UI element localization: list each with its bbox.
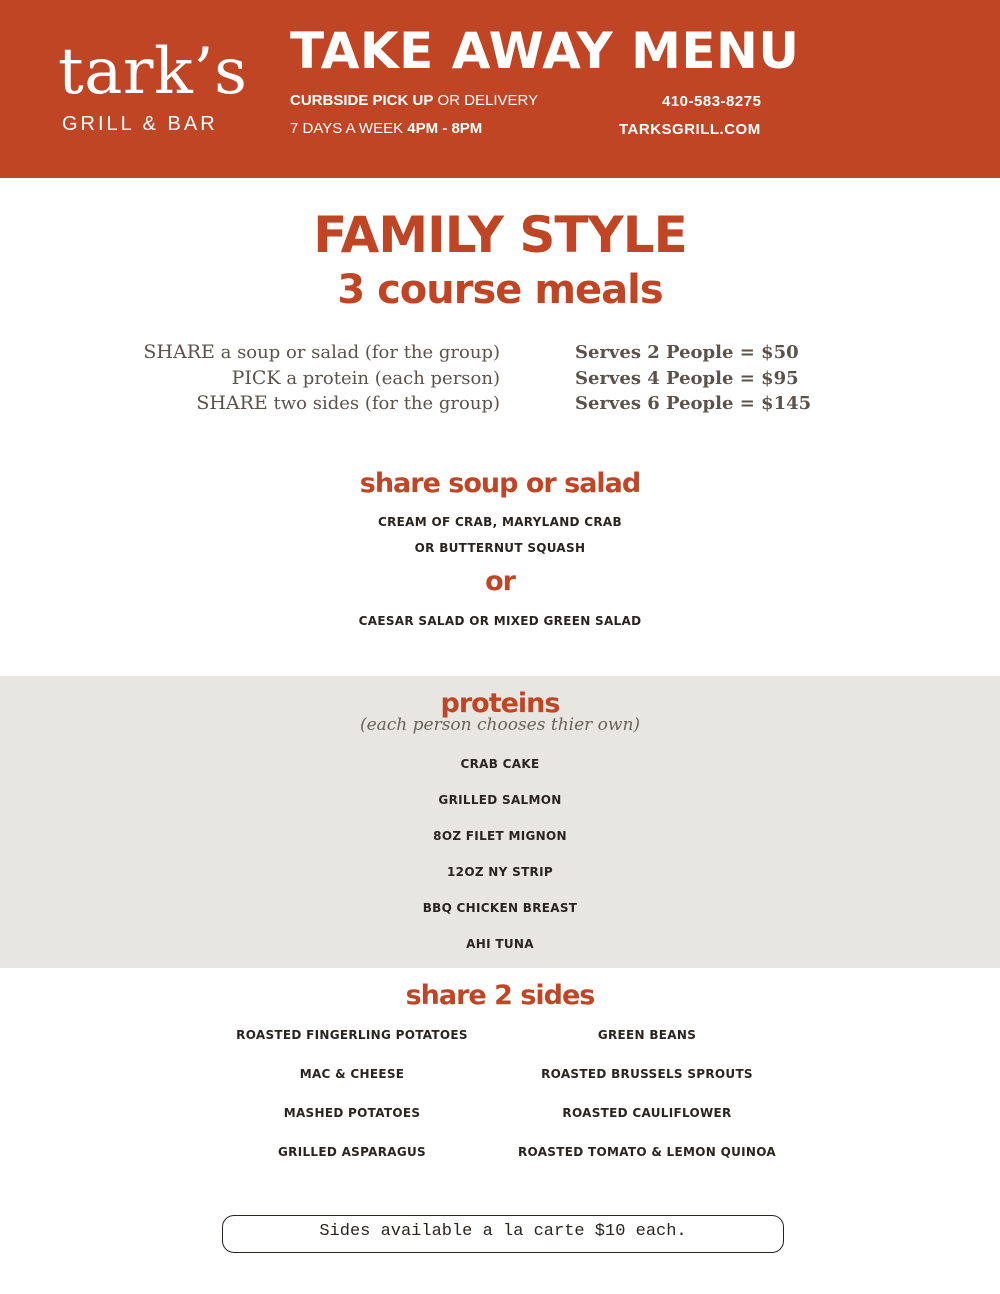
header-banner <box>0 0 1000 178</box>
side-item: MASHED POTATOES <box>283 1106 421 1120</box>
rule-rest: two sides (for the group) <box>267 393 500 414</box>
protein-item: AHI TUNA <box>466 937 534 951</box>
protein-item: GRILLED SALMON <box>438 793 562 807</box>
rule-item <box>143 366 500 392</box>
proteins-title: proteins <box>440 688 560 719</box>
protein-item: BBQ CHICKEN BREAST <box>422 901 578 915</box>
price-item: Serves 2 People = $50 <box>575 342 799 363</box>
service-rest: OR DELIVERY <box>433 92 539 109</box>
hours-line <box>290 121 482 136</box>
price-item: Serves 4 People = $95 <box>575 367 799 389</box>
rule-item <box>143 391 500 417</box>
soup-salad-title: share soup or salad <box>359 468 641 499</box>
protein-item: 12OZ NY STRIP <box>447 865 553 879</box>
menu-title: TAKE AWAY MENU <box>290 22 800 80</box>
rules-list <box>143 340 500 417</box>
phone-number: 410-583-8275 <box>662 93 762 110</box>
protein-item: CRAB CAKE <box>460 757 540 771</box>
pricing-list <box>575 340 811 417</box>
side-item: ROASTED BRUSSELS SPROUTS <box>541 1067 753 1081</box>
rule-rest: a soup or salad (for the group) <box>214 342 500 363</box>
side-item: ROASTED TOMATO & LEMON QUINOA <box>518 1145 776 1159</box>
family-style-title: FAMILY STYLE <box>313 206 687 264</box>
proteins-note: (each person chooses thier own) <box>359 715 641 735</box>
service-line <box>290 93 538 108</box>
hours-rest: 7 DAYS A WEEK <box>290 120 408 137</box>
service-bold: CURBSIDE PICK UP <box>290 92 434 109</box>
rule-lead: SHARE <box>196 392 268 414</box>
logo-subtitle: GRILL & BAR <box>62 113 218 135</box>
soup-options-line1: CREAM OF CRAB, MARYLAND CRAB <box>378 515 622 529</box>
side-item: ROASTED FINGERLING POTATOES <box>236 1028 468 1042</box>
soup-options-line2: OR BUTTERNUT SQUASH <box>414 541 586 555</box>
side-item: ROASTED CAULIFLOWER <box>562 1106 732 1120</box>
side-item: GRILLED ASPARAGUS <box>278 1145 426 1159</box>
side-item: GREEN BEANS <box>597 1028 697 1042</box>
protein-item: 8OZ FILET MIGNON <box>433 829 567 843</box>
rule-lead: SHARE <box>143 341 215 363</box>
sides-title: share 2 sides <box>405 980 595 1011</box>
salad-options: CAESAR SALAD OR MIXED GREEN SALAD <box>358 614 642 628</box>
sides-a-la-carte-note: Sides available a la carte $10 each. <box>222 1215 784 1253</box>
hours-bold: 4PM - 8PM <box>407 120 483 137</box>
rule-rest: a protein (each person) <box>280 367 500 389</box>
logo-wordmark: tark’s <box>58 35 248 109</box>
or-divider: or <box>485 566 515 597</box>
rule-lead: PICK <box>231 366 281 389</box>
side-item: MAC & CHEESE <box>299 1067 405 1081</box>
website-link: TARKSGRILL.COM <box>619 121 761 138</box>
family-style-subtitle: 3 course meals <box>337 267 663 313</box>
rule-item <box>143 340 500 366</box>
price-item: Serves 6 People = $145 <box>575 393 812 414</box>
